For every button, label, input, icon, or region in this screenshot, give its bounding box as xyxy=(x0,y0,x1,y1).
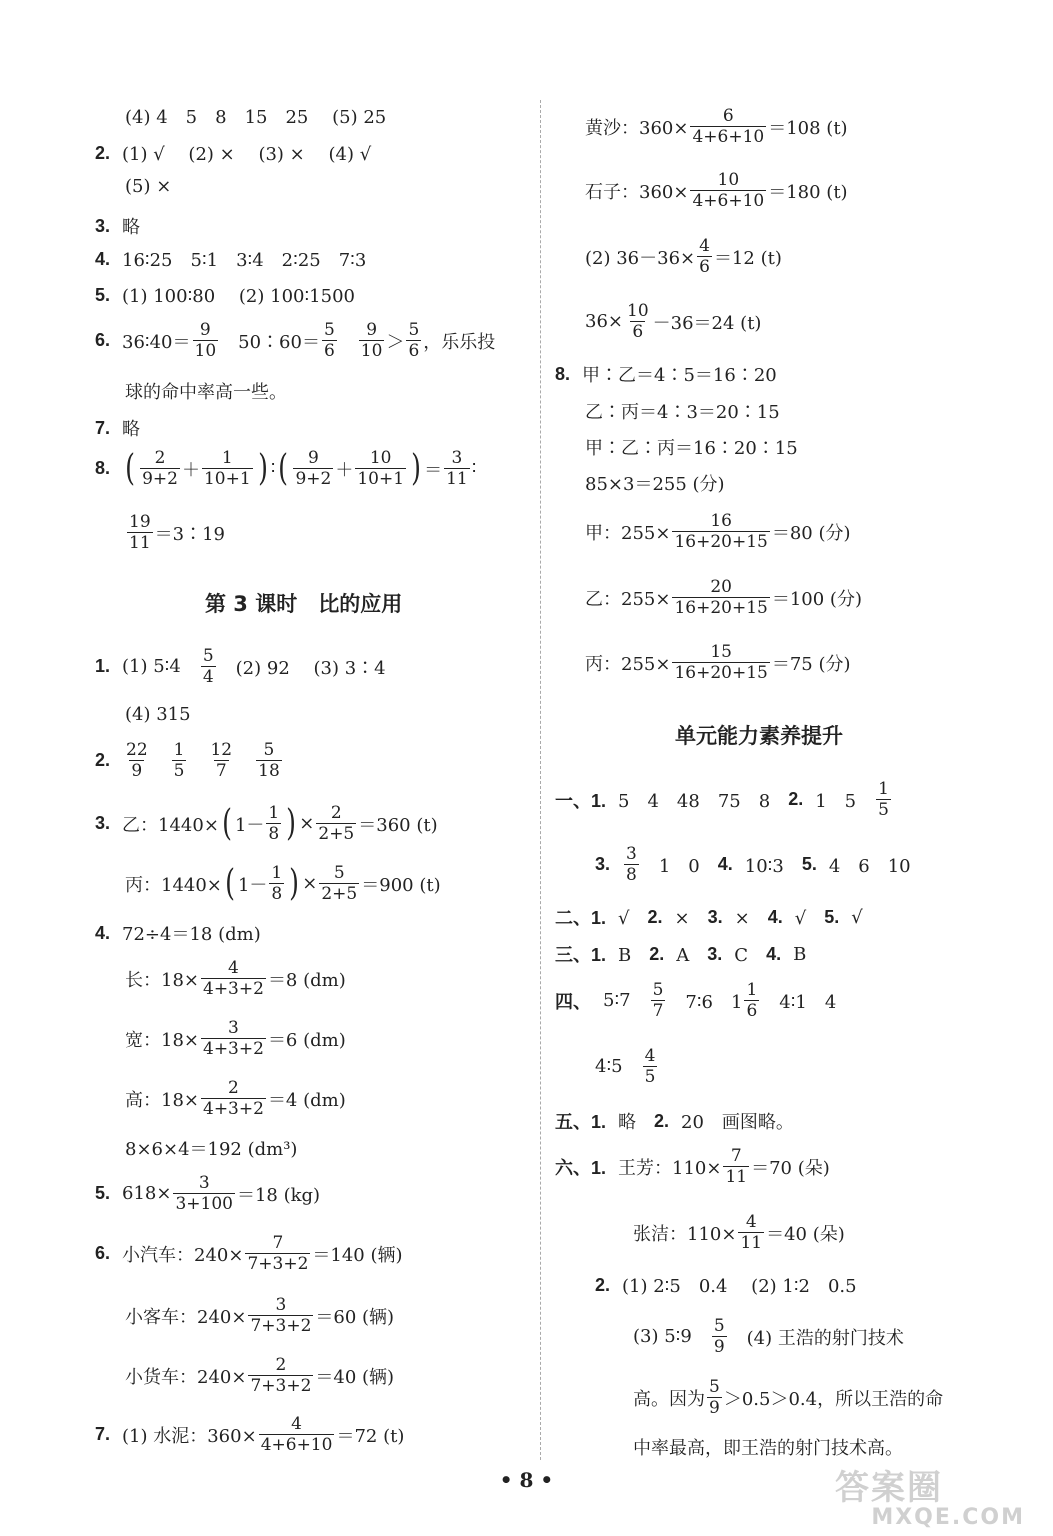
fraction: $\frac{4}{11}$ xyxy=(740,1212,763,1253)
fraction: $\frac{5}{9}$ xyxy=(713,1316,725,1357)
line-s7: 7. (1) 水泥：360× $\frac{4}{4+6+10}$ ＝72 (t) xyxy=(95,1414,405,1455)
fraction: $\frac{4}{4+3+2}$ xyxy=(203,958,264,999)
line-part3: 三、1. B 2. A 3. C 4. B xyxy=(555,943,807,966)
fraction: $\frac{6}{4+6+10}$ xyxy=(692,106,765,147)
fraction: $\frac{2}{4+3+2}$ xyxy=(203,1078,264,1119)
fraction: $\frac{22}{9}$ xyxy=(126,740,148,781)
fraction: $\frac{5}{6}$ xyxy=(408,320,420,361)
fraction: $\frac{2}{2+5}$ xyxy=(318,803,355,844)
fraction: $\frac{5}{7}$ xyxy=(652,980,664,1021)
fraction: $\frac{10}{10+1}$ xyxy=(357,448,405,489)
line-r-sand: 黄沙：360× $\frac{6}{4+6+10}$ ＝108 (t) xyxy=(585,106,848,147)
line-r-8: 8. 甲∶乙＝4∶5＝16∶20 xyxy=(555,363,777,386)
fraction: $\frac{1}{5}$ xyxy=(173,740,185,781)
line-part5: 五、1. 略 2. 20 画图略。 xyxy=(555,1110,794,1133)
line-part6-2b: (3) 5∶9 $\frac{5}{9}$ (4) 王浩的射门技术 xyxy=(633,1316,904,1357)
fraction: $\frac{20}{16+20+15}$ xyxy=(674,577,768,618)
line-q6: 6. 36∶40＝ $\frac{9}{10}$ 50∶60＝ $\frac{5}{6}$ $\frac{9}{10}$ ＞ $\frac{5}{6}$ ，乐乐投 xyxy=(95,320,496,361)
fraction: $\frac{1}{8}$ xyxy=(268,803,280,844)
fraction: $\frac{15}{16+20+15}$ xyxy=(674,642,768,683)
line-s6-b: 小客车：240× $\frac{3}{7+3+2}$ ＝60 (辆) xyxy=(125,1295,395,1336)
fraction: $\frac{5}{9}$ xyxy=(709,1377,720,1418)
fraction: $\frac{1}{6}$ xyxy=(746,980,758,1021)
fraction: $\frac{3}{8}$ xyxy=(626,844,637,885)
line-r-8c: 甲∶乙∶丙＝16∶20∶15 xyxy=(585,438,798,459)
fraction: $\frac{4}{5}$ xyxy=(644,1046,656,1087)
line-q2: 2. (1) √ (2) × (3) × (4) √ xyxy=(95,142,372,165)
fraction: $\frac{7}{11}$ xyxy=(725,1146,748,1187)
fraction: $\frac{9}{10}$ xyxy=(360,320,383,361)
line-s3: 3. 乙：1440× ( 1－ $\frac{1}{8}$ ) × $\frac{2}{2+5}$ ＝360 (t) xyxy=(95,802,438,844)
fraction: $\frac{1}{5}$ xyxy=(878,779,889,820)
fraction: $\frac{4}{6}$ xyxy=(699,236,710,277)
line-s6: 6. 小汽车：240× $\frac{7}{7+3+2}$ ＝140 (辆) xyxy=(95,1233,403,1274)
line-q4: 4. 16∶25 5∶1 3∶4 2∶25 7∶3 xyxy=(95,248,367,271)
line-r-stone: 石子：360× $\frac{10}{4+6+10}$ ＝180 (t) xyxy=(585,170,848,211)
line-r-8e: 甲：255× $\frac{16}{16+20+15}$ ＝80 (分) xyxy=(585,511,851,552)
line-part6-2c: 高。因为 $\frac{5}{9}$ ＞0.5＞0.4，所以王浩的命 xyxy=(633,1377,944,1418)
line-s4-length: 长：18× $\frac{4}{4+3+2}$ ＝8 (dm) xyxy=(125,958,346,999)
fraction: $\frac{1}{8}$ xyxy=(271,863,283,904)
line-q2-5: (5) × xyxy=(125,176,172,197)
page-number: • 8 • xyxy=(499,1468,554,1492)
line-q8: 8. ( $\frac{2}{9+2}$ ＋ $\frac{1}{10+1}$ ) ∶ ( $\frac{9}{9+2}$ ＋ $\frac{10}{10+1}$ ) ＝ $\frac{3}{11}$ ∶ xyxy=(95,447,477,489)
line-part6b: 张洁：110× $\frac{4}{11}$ ＝40 (朵) xyxy=(633,1212,845,1253)
section-heading: 第 3 课时 比的应用 xyxy=(205,592,403,616)
line-part6-2d: 中率最高，即王浩的射门技术高。 xyxy=(633,1438,903,1459)
fraction: $\frac{9}{10}$ xyxy=(194,320,217,361)
fraction: $\frac{16}{16+20+15}$ xyxy=(674,511,768,552)
fraction: $\frac{7}{7+3+2}$ xyxy=(247,1233,309,1274)
fraction: $\frac{3}{7+3+2}$ xyxy=(250,1295,312,1336)
fraction: $\frac{2}{7+3+2}$ xyxy=(250,1355,312,1396)
fraction: $\frac{19}{11}$ xyxy=(129,512,151,553)
line-r-8b: 乙∶丙＝4∶3＝20∶15 xyxy=(585,402,780,423)
line-part6: 六、1. 王芳：110× $\frac{7}{11}$ ＝70 (朵) xyxy=(555,1146,830,1187)
line-q1-4: (4) 4 5 8 15 25 (5) 25 xyxy=(125,107,387,128)
fraction: $\frac{10}{6}$ xyxy=(627,301,649,342)
fraction: $\frac{10}{4+6+10}$ xyxy=(692,170,765,211)
line-q5: 5. (1) 100∶80 (2) 100∶1500 xyxy=(95,284,355,307)
line-part1b: 3. $\frac{3}{8}$ 1 0 4. 10∶3 5. 4 6 10 xyxy=(595,844,911,885)
fraction: $\frac{2}{9+2}$ xyxy=(142,448,178,489)
line-s2: 2. $\frac{22}{9}$ $\frac{1}{5}$ $\frac{12}{7}$ $\frac{5}{18}$ xyxy=(95,740,280,781)
line-r-8g: 丙：255× $\frac{15}{16+20+15}$ ＝75 (分) xyxy=(585,642,851,683)
fraction: $\frac{5}{6}$ xyxy=(323,320,335,361)
line-s4-height: 高：18× $\frac{2}{4+3+2}$ ＝4 (dm) xyxy=(125,1078,346,1119)
line-part2: 二、1. √ 2. × 3. × 4. √ 5. √ xyxy=(555,906,863,929)
fraction: $\frac{3}{4+3+2}$ xyxy=(203,1018,264,1059)
line-part6-2: 2. (1) 2∶5 0.4 (2) 1∶2 0.5 xyxy=(595,1274,857,1297)
line-q8-cont: $\frac{19}{11}$ ＝3∶19 xyxy=(129,512,225,553)
line-r-8d: 85×3＝255 (分) xyxy=(585,474,725,495)
fraction: $\frac{9}{9+2}$ xyxy=(295,448,332,489)
fraction: $\frac{3}{11}$ xyxy=(446,448,468,489)
watermark-line1: 答案圈 xyxy=(835,1468,943,1508)
line-q3: 3. 略 xyxy=(95,215,141,238)
line-s4-volume: 8×6×4＝192 (dm³) xyxy=(125,1139,298,1160)
section-heading: 单元能力素养提升 xyxy=(675,724,843,748)
line-s3-b: 丙：1440× ( 1－ $\frac{1}{8}$ ) × $\frac{5}{2+5}$ ＝900 (t) xyxy=(125,862,441,904)
line-s1-4: (4) 315 xyxy=(125,704,191,725)
fraction: $\frac{12}{7}$ xyxy=(210,740,233,781)
line-q6-cont: 球的命中率高一些。 xyxy=(125,382,287,403)
line-s4-width: 宽：18× $\frac{3}{4+3+2}$ ＝6 (dm) xyxy=(125,1018,346,1059)
watermark-line2: MXQE.COM xyxy=(871,1505,1025,1530)
line-q7: 7. 略 xyxy=(95,417,141,440)
column-divider xyxy=(540,100,541,1460)
line-r-7-2: (2) 36－36× $\frac{4}{6}$ ＝12 (t) xyxy=(585,236,782,277)
fraction: $\frac{5}{4}$ xyxy=(202,646,214,687)
watermark-logo xyxy=(835,1470,1025,1532)
fraction: $\frac{3}{3+100}$ xyxy=(175,1173,233,1214)
line-part1: 一、1. 5 4 48 75 8 2. 1 5 $\frac{1}{5}$ xyxy=(555,779,889,820)
line-part4: 四、 5∶7 $\frac{5}{7}$ 7∶6 1 $\frac{1}{6}$ 4∶1 4 xyxy=(555,980,837,1021)
line-r-7-2b: 36× $\frac{10}{6}$ －36＝24 (t) xyxy=(585,301,762,342)
line-r-8f: 乙：255× $\frac{20}{16+20+15}$ ＝100 (分) xyxy=(585,577,862,618)
fraction: $\frac{5}{18}$ xyxy=(258,740,280,781)
line-s6-c: 小货车：240× $\frac{2}{7+3+2}$ ＝40 (辆) xyxy=(125,1355,395,1396)
line-part4b: 4∶5 $\frac{4}{5}$ xyxy=(595,1046,656,1087)
fraction: $\frac{4}{4+6+10}$ xyxy=(260,1414,333,1455)
line-s1: 1. (1) 5∶4 $\frac{5}{4}$ (2) 92 (3) 3∶4 xyxy=(95,646,386,687)
line-s4: 4. 72÷4＝18 (dm) xyxy=(95,922,261,945)
fraction: $\frac{5}{2+5}$ xyxy=(321,863,358,904)
fraction: $\frac{1}{10+1}$ xyxy=(203,448,251,489)
line-s5: 5. 618× $\frac{3}{3+100}$ ＝18 (kg) xyxy=(95,1173,321,1214)
